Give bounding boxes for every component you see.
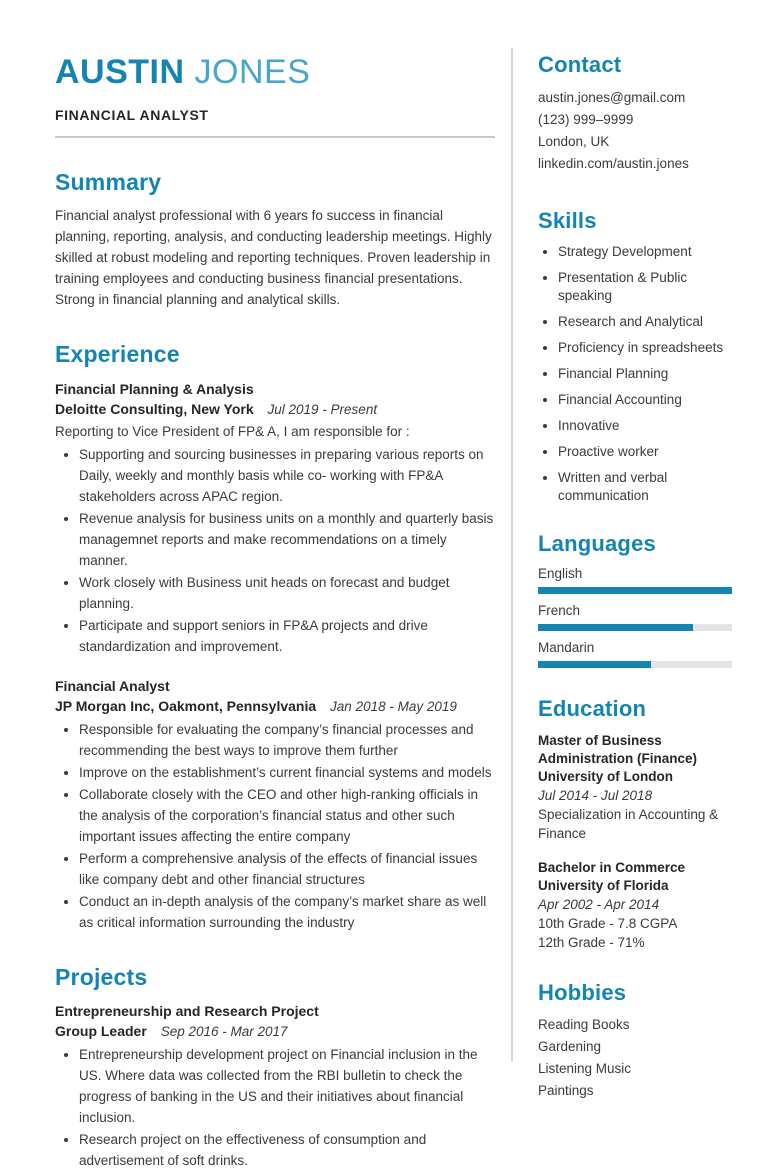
experience-entry [55, 676, 495, 933]
job-bullet: • Supporting and sourcing businesses in preparing various reports on Daily, weekly and monthly basis while co- working with FP&A stakeholders across APAC region. [79, 444, 495, 507]
education-degree: Bachelor in Commerce [538, 860, 686, 875]
hobbies-section [538, 980, 732, 1102]
project-role-line [55, 1021, 495, 1042]
language-name: French [538, 603, 581, 618]
job-bullet: • Conduct an in-depth analysis of the company’s market share as well as critical information surrounding the industry [79, 891, 495, 933]
project-title: Entrepreneurship and Research Project [55, 1003, 319, 1019]
education-heading: Education [538, 696, 647, 721]
education-note: Specialization in Accounting & Finance [538, 807, 719, 841]
hobby-item: Paintings [538, 1083, 594, 1098]
main-column [55, 0, 495, 1172]
job-company: Deloitte Consulting, New York [55, 401, 254, 417]
job-role: Financial Planning & Analysis [55, 381, 254, 397]
skills-section [538, 208, 732, 505]
language-row [538, 602, 732, 631]
header-divider [55, 136, 495, 138]
experience-entry [55, 379, 495, 657]
hobby-item: Listening Music [538, 1061, 632, 1076]
education-dates: Apr 2002 - Apr 2014 [538, 897, 660, 912]
job-dates: Jan 2018 - May 2019 [330, 699, 457, 714]
projects-heading: Projects [55, 964, 148, 990]
skills-heading: Skills [538, 208, 597, 233]
job-intro: Reporting to Vice President of FP& A, I am responsible for : [55, 424, 410, 439]
job-bullet-list [55, 444, 495, 657]
contact-location: London, UK [538, 134, 610, 149]
summary-text: Financial analyst professional with 6 years fo success in financial planning, reporting, analysis, and conducting leadership meetings. Highly skilled at robust modeling and reporting techniques. Proven leadership in training employees and conducting business financial presentations. Strong in financial planning and analytical skills. [55, 208, 492, 307]
skill-item: • Strategy Development [558, 243, 732, 261]
job-company-line [55, 399, 495, 420]
education-school: University of London [538, 769, 673, 784]
hobby-item: Gardening [538, 1039, 602, 1054]
summary-heading: Summary [55, 169, 162, 195]
last-name: JONES [194, 53, 311, 91]
sidebar [538, 0, 732, 1102]
candidate-job-title: FINANCIAL ANALYST [55, 107, 209, 123]
first-name: AUSTIN [55, 53, 185, 91]
skill-item: • Innovative [558, 417, 732, 435]
language-row [538, 565, 732, 594]
job-bullet: • Work closely with Business unit heads on forecast and budget planning. [79, 572, 495, 614]
skill-item: • Presentation & Public speaking [558, 269, 732, 305]
language-level-bar [538, 587, 732, 594]
project-bullet: • Research project on the effectiveness of consumption and advertisement of soft drinks. [79, 1129, 495, 1171]
job-bullet: • Collaborate closely with the CEO and other high-ranking officials in the analysis of the corporation’s financial status and other such important issues affecting the entire company [79, 784, 495, 847]
skill-item: • Proactive worker [558, 443, 732, 461]
hobby-item: Reading Books [538, 1017, 630, 1032]
column-divider [511, 48, 513, 1062]
education-entry [538, 859, 732, 952]
job-bullet: • Improve on the establishment’s current financial systems and models [79, 762, 495, 783]
job-bullet: • Revenue analysis for business units on a monthly and quarterly basis managemnet reports and make recommendations on a timely manner. [79, 508, 495, 571]
project-bullet-list [55, 1044, 495, 1171]
job-company-line [55, 696, 495, 717]
languages-section [538, 531, 732, 668]
education-note: 12th Grade - 71% [538, 935, 645, 950]
education-section [538, 696, 732, 952]
education-dates: Jul 2014 - Jul 2018 [538, 788, 653, 803]
experience-heading: Experience [55, 341, 180, 367]
skill-item: • Financial Planning [558, 365, 732, 383]
contact-phone: (123) 999–9999 [538, 112, 634, 127]
job-company: JP Morgan Inc, Oakmont, Pennsylvania [55, 698, 317, 714]
projects-section [55, 964, 495, 1171]
job-bullet-list [55, 719, 495, 933]
project-bullet: • Entrepreneurship development project on Financial inclusion in the US. Where data was collected from the RBI bulletin to check the progress of banking in the US and their initiatives about financial inclusion. [79, 1044, 495, 1128]
project-role: Group Leader [55, 1023, 147, 1039]
summary-section [55, 169, 495, 310]
skill-item: • Written and verbal communication [558, 469, 732, 505]
job-role: Financial Analyst [55, 678, 170, 694]
education-entry [538, 732, 732, 843]
experience-section [55, 341, 495, 933]
job-dates: Jul 2019 - Present [267, 402, 378, 417]
education-degree: Master of Business Administration (Finance) [538, 733, 698, 766]
education-note: 10th Grade - 7.8 CGPA [538, 916, 678, 931]
skills-list [538, 243, 732, 505]
job-bullet: • Responsible for evaluating the company’s financial processes and recommending the best ways to improve them further [79, 719, 495, 761]
language-row [538, 639, 732, 668]
skill-item: • Research and Analytical [558, 313, 732, 331]
language-name: English [538, 566, 583, 581]
project-dates: Sep 2016 - Mar 2017 [160, 1024, 288, 1039]
language-name: Mandarin [538, 640, 595, 655]
language-level-fill [538, 624, 693, 631]
education-school: University of Florida [538, 878, 669, 893]
project-entry [55, 1001, 495, 1171]
contact-email: austin.jones@gmail.com [538, 90, 686, 105]
languages-heading: Languages [538, 531, 656, 556]
language-level-bar [538, 624, 732, 631]
candidate-name [55, 52, 495, 92]
skill-item: • Proficiency in spreadsheets [558, 339, 732, 357]
language-level-fill [538, 661, 651, 668]
contact-section [538, 52, 732, 175]
job-bullet: • Perform a comprehensive analysis of the effects of financial issues like company debt and other financial structures [79, 848, 495, 890]
contact-heading: Contact [538, 52, 622, 77]
hobbies-heading: Hobbies [538, 980, 627, 1005]
language-level-fill [538, 587, 732, 594]
contact-linkedin: linkedin.com/austin.jones [538, 156, 689, 171]
skill-item: • Financial Accounting [558, 391, 732, 409]
job-bullet: • Participate and support seniors in FP&A projects and drive standardization and improvement. [79, 615, 495, 657]
language-level-bar [538, 661, 732, 668]
